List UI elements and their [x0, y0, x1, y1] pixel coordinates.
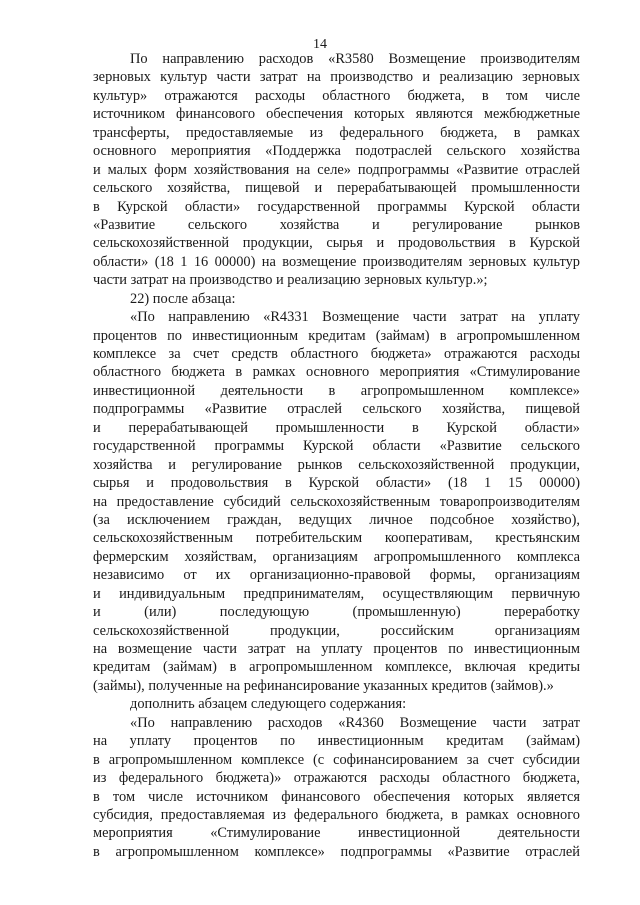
text-line: процентов по инвестиционным кредитам (займам) в агропромышленном [93, 327, 580, 344]
text-line: мероприятия «Стимулирование инвестиционной деятельности [93, 825, 580, 842]
text-line: на возмещение части затрат на уплату процентов по инвестиционным [93, 641, 580, 657]
document-body [93, 50, 580, 861]
page-number: 14 [313, 37, 327, 52]
text-line: кредитам (займам) в агропромышленном комплексе, включая кредиты [93, 659, 580, 676]
text-line: (займы), полученные на рефинансирование указанных кредитов (займов).» [93, 677, 554, 694]
paragraph-r4360 [93, 714, 580, 862]
text-line: (за исключением граждан, ведущих личное подсобное хозяйство), [93, 511, 580, 528]
text-line: По направлению расходов «R3580 Возмещение производителям [130, 51, 580, 67]
text-line: в агропромышленном комплексе» подпрограммы «Развитие отраслей [93, 843, 580, 860]
text-line: зерновых культур части затрат на производство и реализацию зерновых [93, 69, 580, 86]
text-line: «Развитие сельского хозяйства и регулирование рынков [93, 216, 580, 233]
text-line: сельскохозяйственной продукции, российским организациям [93, 622, 580, 639]
text-line: основного мероприятия «Поддержка подотраслей сельского хозяйства [93, 143, 580, 160]
paragraph-item-22 [93, 290, 580, 308]
text-line: на предоставление субсидий сельскохозяйственным товаропроизводителям [93, 493, 580, 510]
text-line: в агропромышленном комплексе (с софинансированием за счет субсидии [93, 751, 580, 768]
text-line: культур» отражаются расходы областного бюджета, в том числе [93, 87, 580, 104]
text-line: и индивидуальным предпринимателям, осуществляющим первичную [93, 585, 580, 602]
text-line: на уплату процентов по инвестиционным кредитам (займам) [93, 733, 580, 750]
text-line: «По направлению «R4331 Возмещение части затрат на уплату [130, 309, 580, 326]
text-line: инвестиционной деятельности в агропромышленном комплексе» [93, 382, 580, 399]
text-line: хозяйства и регулирование рынков сельскохозяйственной продукции, [93, 456, 580, 473]
paragraph-r4331 [93, 308, 580, 695]
text-line: независимо от их организационно-правовой формы, организациям [93, 567, 580, 584]
text-line: и (или) последующую (промышленную) переработку [93, 604, 580, 621]
text-line: государственной программы Курской области «Развитие сельского [93, 438, 580, 455]
paragraph-r3580 [93, 50, 580, 290]
text-line: источником финансового обеспечения которых являются межбюджетные [93, 106, 580, 123]
text-line: и малых форм хозяйствования на селе» подпрограммы «Развитие отраслей [93, 161, 580, 178]
text-line: сельского хозяйства, пищевой и перерабатывающей промышленности [93, 180, 580, 197]
text-line: фермерским хозяйствам, организациям агропромышленного комплекса [93, 548, 580, 565]
paragraph-instruction [93, 695, 580, 713]
text-line: из федерального бюджета)» отражаются расходы областного бюджета, [93, 770, 580, 787]
text-line: 22) после абзаца: [130, 290, 236, 307]
text-line: в Курской области» государственной программы Курской области [93, 198, 580, 215]
text-line: подпрограммы «Развитие отраслей сельского хозяйства, пищевой [93, 401, 580, 418]
text-line: и перерабатывающей промышленности в Курской области» [93, 419, 580, 436]
text-line: «По направлению расходов «R4360 Возмещение части затрат [130, 714, 580, 731]
text-line: области» (18 1 16 00000) на возмещение производителям зерновых культур [93, 253, 580, 270]
text-line: дополнить абзацем следующего содержания: [130, 696, 407, 713]
text-line: сельскохозяйственным потребительским кооперативам, крестьянским [93, 530, 580, 547]
text-line: комплексе за счет средств областного бюджета» отражаются расходы [93, 346, 580, 362]
text-line: областного бюджета в рамках основного мероприятия «Стимулирование [93, 364, 580, 381]
text-line: в том числе источником финансового обеспечения которых является [93, 788, 580, 805]
text-line: части затрат на производство и реализацию зерновых культур.»; [93, 272, 488, 289]
text-line: субсидия, предоставляемая из федерального бюджета, в рамках основного [93, 806, 580, 823]
text-line: трансферты, предоставляемые из федерального бюджета, в рамках [93, 124, 580, 141]
text-line: сельскохозяйственной продукции, сырья и продовольствия в Курской [93, 235, 580, 252]
text-line: сырья и продовольствия в Курской области» (18 1 15 00000) [93, 475, 580, 492]
